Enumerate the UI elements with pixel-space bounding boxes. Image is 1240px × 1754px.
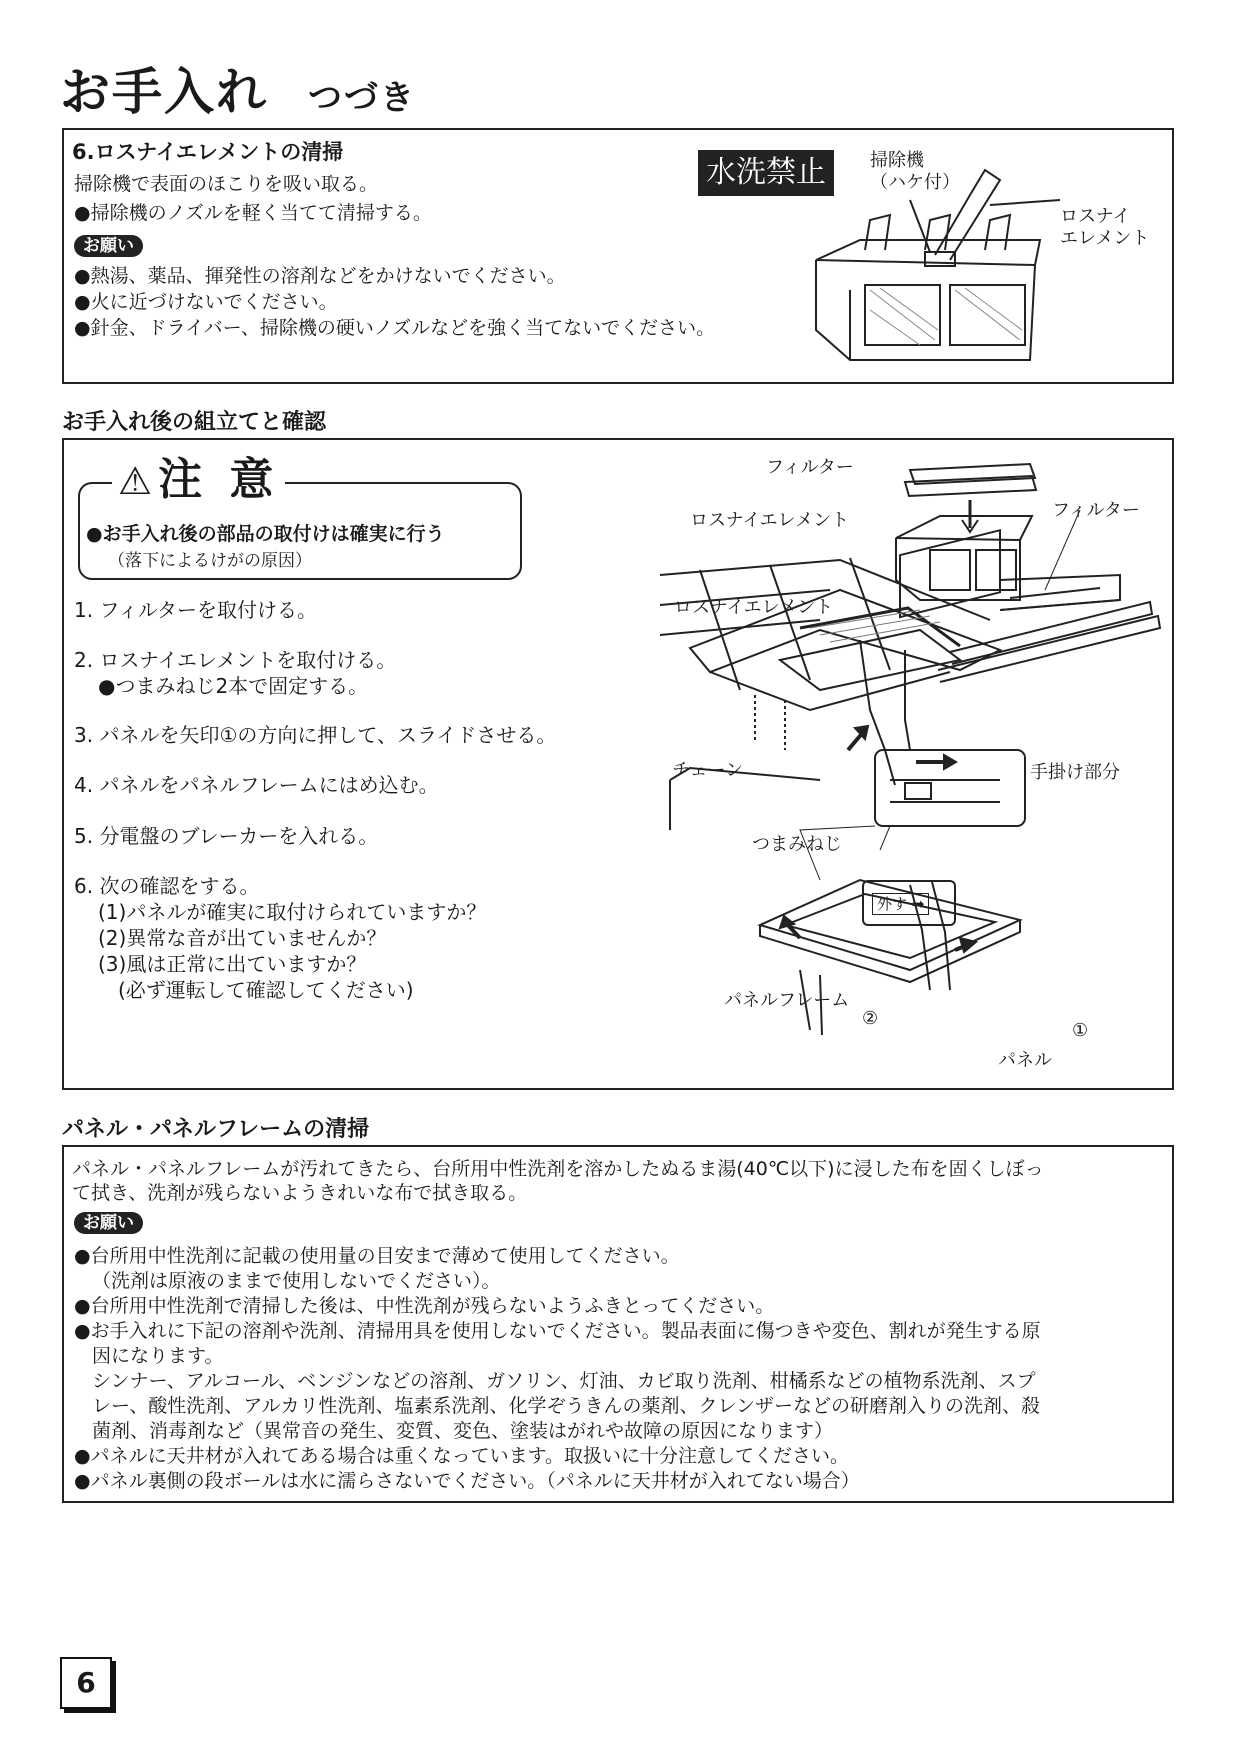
assembly-illustration xyxy=(660,450,1170,1080)
section3-note-2: ●台所用中性洗剤で清掃した後は、中性洗剤が残らないようふきとってください。 xyxy=(74,1295,775,1317)
fig2-label-panel: パネル xyxy=(998,1050,1052,1071)
fig2-label-chain: チェーン xyxy=(672,760,744,781)
step-2-detail: ●つまみねじ2本で固定する。 xyxy=(98,674,369,698)
section1-line1: 掃除機で表面のほこりを吸い取る。 xyxy=(74,173,379,195)
page-title-main: お手入れ xyxy=(60,63,268,121)
section1-heading: 6.ロスナイエレメントの清掃 xyxy=(72,140,344,164)
step-3: 3. パネルを矢印①の方向に押して、スライドさせる。 xyxy=(74,723,557,747)
fig2-label-num2: ② xyxy=(862,1008,879,1029)
section3-note-4: ●パネルに天井材が入れてある場合は重くなっています。取扱いに十分注意してください。 xyxy=(74,1445,850,1467)
section3-heading: パネル・パネルフレームの清掃 xyxy=(62,1117,370,1142)
section3-note-3e: 菌剤、消毒剤など（異常音の発生、変質、変色、塗装はがれや故障の原因になります） xyxy=(92,1420,834,1442)
section3-note-1b: （洗剤は原液のままで使用しないでください）。 xyxy=(92,1270,501,1292)
fig1-label-element-1: ロスナイ xyxy=(1060,206,1131,227)
page-title xyxy=(60,52,416,124)
fig1-label-vacuum-1: 掃除機 xyxy=(870,150,924,171)
fig2-label-filter-side: フィルター xyxy=(1052,500,1140,521)
section1-request-badge: お願い xyxy=(74,235,143,257)
step-2: 2. ロスナイエレメントを取付ける。 xyxy=(74,648,397,672)
caution-title-text: 注 意 xyxy=(158,454,280,505)
remove-label: 外す xyxy=(877,895,908,913)
section1-note-2: ●火に近づけないでください。 xyxy=(74,291,338,313)
warning-triangle-icon: ⚠ xyxy=(118,459,159,503)
page-title-sub: つづき xyxy=(308,78,416,118)
arrow-right-icon: ➡ xyxy=(907,895,925,913)
section3-intro-1: パネル・パネルフレームが汚れてきたら、台所用中性洗剤を溶かしたぬるま湯(40℃以下)に浸した布を固くしぼっ xyxy=(72,1158,1044,1180)
page-number: 6 xyxy=(60,1657,112,1709)
fig2-label-element-top: ロスナイエレメント xyxy=(690,510,850,531)
fig2-label-element-mid: ロスナイエレメント xyxy=(674,597,834,618)
fig1-label-element-2: エレメント xyxy=(1060,228,1150,249)
step-6-check-1: (1)パネルが確実に取付けられていますか？ xyxy=(98,900,487,924)
step-6-check-3: (3)風は正常に出ていますか？ xyxy=(98,952,367,976)
section3-note-1: ●台所用中性洗剤に記載の使用量の目安まで薄めて使用してください。 xyxy=(74,1245,680,1267)
section3-note-5: ●パネル裏側の段ボールは水に濡らさないでください。（パネルに天井材が入れてない場合） xyxy=(74,1470,860,1492)
no-water-wash-label: 水洗禁止 xyxy=(698,150,834,196)
step-6: 6. 次の確認をする。 xyxy=(74,874,260,898)
step-4: 4. パネルをパネルフレームにはめ込む。 xyxy=(74,773,439,797)
step-6-check-2: (2)異常な音が出ていませんか？ xyxy=(98,926,387,950)
caution-title xyxy=(112,455,285,506)
section3-intro-2: て拭き、洗剤が残らないようきれいな布で拭き取る。 xyxy=(72,1182,528,1204)
fig2-label-panel-frame: パネルフレーム xyxy=(724,990,850,1011)
element-cleaning-illustration xyxy=(810,160,1170,375)
fig1-label-vacuum-2: （ハケ付） xyxy=(870,172,960,193)
section3-note-3b: 因になります。 xyxy=(92,1345,224,1367)
section3-note-3c: シンナー、アルコール、ベンジンなどの溶剤、ガソリン、灯油、カビ取り洗剤、柑橘系などの植物系洗剤、スプ xyxy=(92,1370,1036,1392)
caution-line-1: ●お手入れ後の部品の取付けは確実に行う xyxy=(86,523,445,545)
section2-heading: お手入れ後の組立てと確認 xyxy=(62,410,327,435)
caution-line-2: （落下によるけがの原因） xyxy=(108,551,312,571)
section3-note-3: ●お手入れに下記の溶剤や洗剤、清掃用具を使用しないでください。製品表面に傷つきや変色、割れが発生する原 xyxy=(74,1320,1041,1342)
step-6-note: (必ず運転して確認してください) xyxy=(118,978,414,1002)
fig2-label-filter-top: フィルター xyxy=(766,457,854,478)
section1-line2: ●掃除機のノズルを軽く当てて清掃する。 xyxy=(74,202,432,224)
section1-note-3: ●針金、ドライバー、掃除機の硬いノズルなどを強く当てないでください。 xyxy=(74,317,716,339)
fig2-label-handle: 手掛け部分 xyxy=(1030,762,1120,783)
section3-note-3d: レー、酸性洗剤、アルカリ性洗剤、塩素系洗剤、化学ぞうきんの薬剤、クレンザーなどの研磨剤入りの洗剤、殺 xyxy=(92,1395,1041,1417)
fig2-label-num1: ① xyxy=(1072,1020,1089,1041)
step-1: 1. フィルターを取付ける。 xyxy=(74,598,318,622)
fig2-label-knob: つまみねじ xyxy=(752,834,842,855)
section3-request-badge: お願い xyxy=(74,1212,143,1234)
step-5: 5. 分電盤のブレーカーを入れる。 xyxy=(74,824,379,848)
section1-note-1: ●熱湯、薬品、揮発性の溶剤などをかけないでください。 xyxy=(74,265,566,287)
